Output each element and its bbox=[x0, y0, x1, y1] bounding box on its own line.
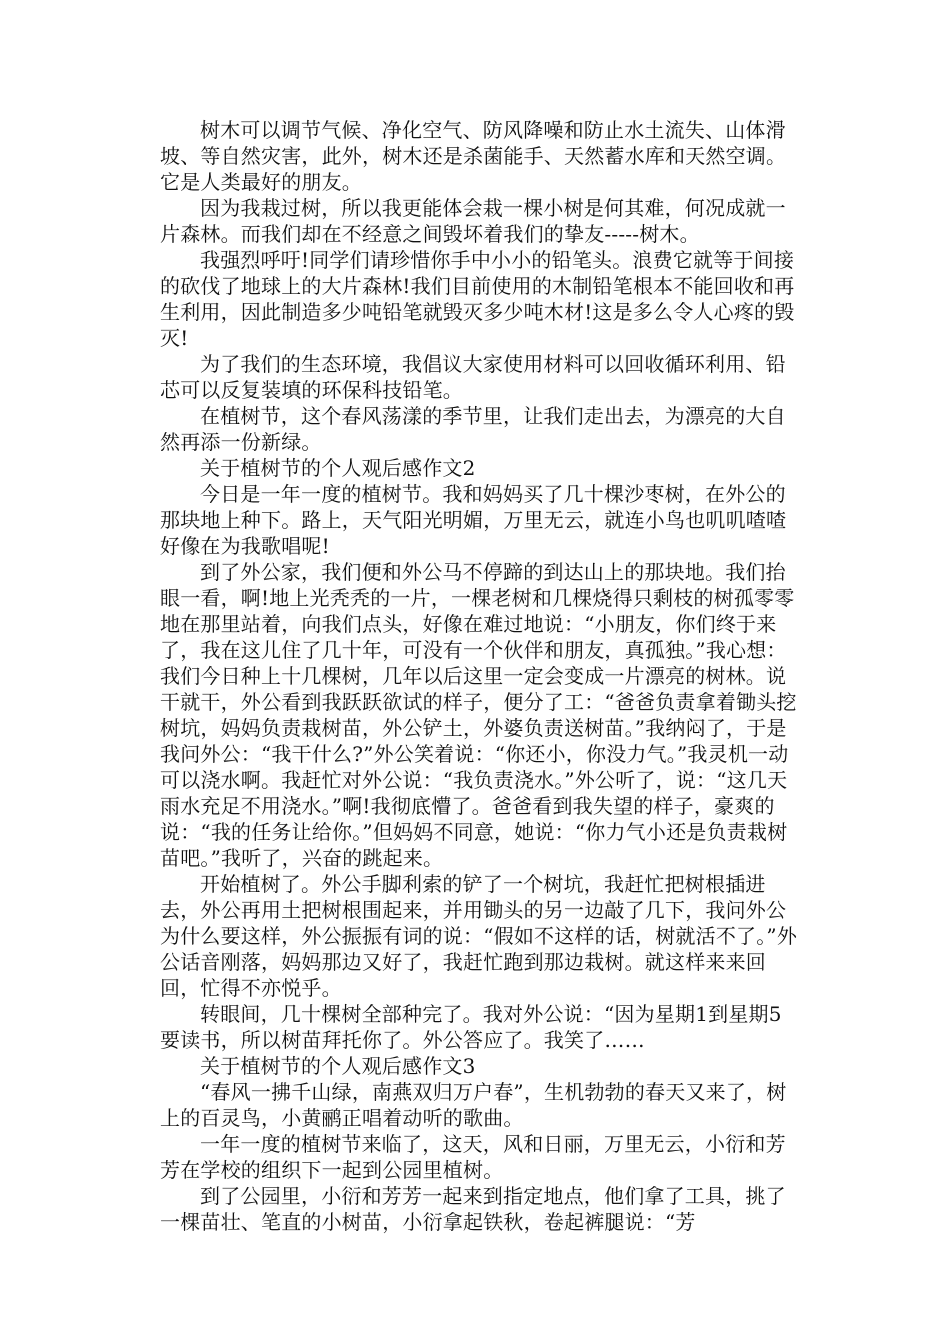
paragraph: 为了我们的生态环境，我倡议大家使用材料可以回收循环利用、铅芯可以反复装填的环保科技铅笔。 bbox=[160, 352, 786, 402]
paragraph: 我强烈呼吁!同学们请珍惜你手中小小的铅笔头。浪费它就等于间接的砍伐了地球上的大片森林!我们目前使用的木制铅笔根本不能回收和再生利用，因此制造多少吨铅笔就毁灭多少吨木材!这是多么令人心疼的毁灭! bbox=[160, 248, 795, 350]
paragraph: 因为我栽过树，所以我更能体会栽一棵小树是何其难，何况成就一片森林。而我们却在不经意之间毁坏着我们的挚友-----树木。 bbox=[160, 196, 786, 246]
paragraph: “春风一拂千山绿，南燕双归万户春”，生机勃勃的春天又来了，树上的百灵鸟，小黄鹂正唱着动听的歌曲。 bbox=[160, 1080, 787, 1130]
document-body bbox=[160, 117, 800, 1235]
paragraph: 到了外公家，我们便和外公马不停蹄的到达山上的那块地。我们抬眼一看，啊!地上光秃秃的一片，一棵老树和几棵烧得只剩枝的树孤零零地在那里站着，向我们点头，好像在难过地说：“小朋友，你们终于来了，我在这儿住了几十年，可没有一个伙伴和朋友，真孤独。”我心想：我们今日种上十几棵树，几年以后这里一定会变成一片漂亮的树林。说干就干，外公看到我跃跃欲试的样子，便分了工：“爸爸负责拿着锄头挖树坑，妈妈负责栽树苗，外公铲土，外婆负责送树苗。”我纳闷了，于是我问外公：“我干什么?”外公笑着说：“你还小，你没力气。”我灵机一动可以浇水啊。我赶忙对外公说：“我负责浇水。”外公听了，说：“这几天雨水充足不用浇水。”啊!我彻底懵了。爸爸看到我失望的样子，豪爽的说：“我的任务让给你。”但妈妈不同意，她说：“你力气小还是负责栽树苗吧。”我听了，兴奋的跳起来。 bbox=[160, 560, 797, 870]
paragraph: 树木可以调节气候、净化空气、防风降噪和防止水土流失、山体滑坡、等自然灾害，此外，树木还是杀菌能手、天然蓄水库和天然空调。它是人类最好的朋友。 bbox=[160, 118, 787, 194]
paragraph: 一年一度的植树节来临了，这天，风和日丽，万里无云，小衍和芳芳在学校的组织下一起到公园里植树。 bbox=[160, 1132, 786, 1182]
paragraph: 在植树节，这个春风荡漾的季节里，让我们走出去，为漂亮的大自然再添一份新绿。 bbox=[160, 404, 786, 454]
paragraph: 今日是一年一度的植树节。我和妈妈买了几十棵沙枣树，在外公的那块地上种下。路上，天气阳光明媚，万里无云，就连小鸟也叽叽喳喳好像在为我歌唱呢! bbox=[160, 482, 787, 558]
section-heading: 关于植树节的个人观后感作文3 bbox=[200, 1054, 476, 1078]
paragraph: 到了公园里，小衍和芳芳一起来到指定地点，他们拿了工具，挑了一棵苗壮、笔直的小树苗，小衍拿起铁秋，卷起裤腿说：“芳 bbox=[160, 1184, 786, 1234]
section-heading: 关于植树节的个人观后感作文2 bbox=[200, 456, 476, 480]
paragraph: 转眼间，几十棵树全部种完了。我对外公说：“因为星期1到星期5要读书，所以树苗拜托你了。外公答应了。我笑了…… bbox=[160, 1002, 782, 1052]
paragraph: 开始植树了。外公手脚利索的铲了一个树坑，我赶忙把树根插进去，外公再用土把树根围起来，并用锄头的另一边敲了几下，我问外公为什么要这样，外公振振有词的说：“假如不这样的话，树就活不了。”外公话音刚落，妈妈那边又好了，我赶忙跑到那边栽树。就这样来来回回，忙得不亦悦乎。 bbox=[160, 872, 798, 1000]
